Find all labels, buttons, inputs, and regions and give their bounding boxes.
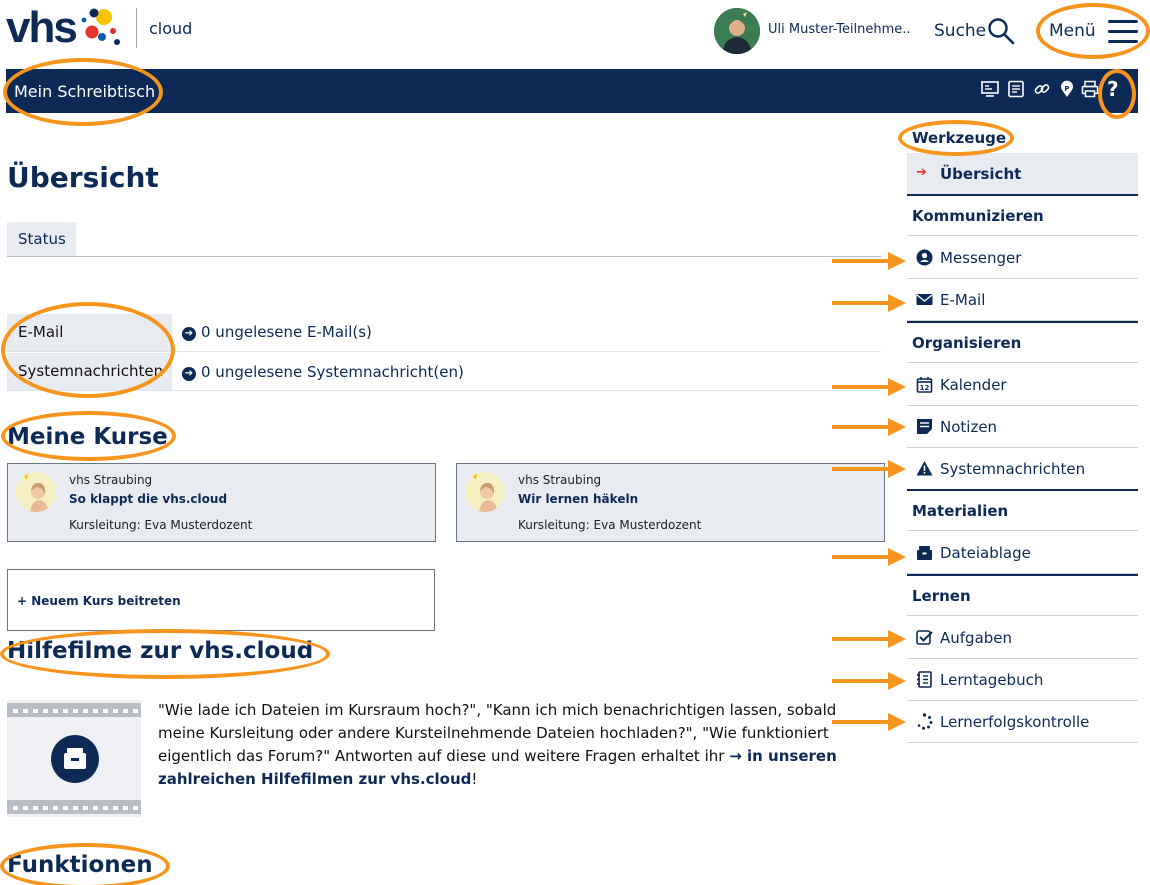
link-icon[interactable] [1033, 80, 1051, 98]
sidebar-item-systemnachrichten[interactable] [907, 448, 1138, 490]
cloud-label: cloud [149, 19, 193, 38]
annotation-ring [1, 411, 176, 461]
arrow-right-icon: ➔ [916, 165, 927, 180]
nav-title-mein-schreibtisch[interactable]: Mein Schreibtisch [14, 82, 156, 101]
journal-icon [916, 671, 933, 688]
course-org: vhs Straubing [518, 473, 602, 487]
status-label-systemnachrichten: Systemnachrichten [7, 353, 172, 390]
film-strip [7, 800, 141, 814]
svg-text:P: P [1064, 85, 1070, 93]
sidebar-item-label: Notizen [940, 418, 998, 436]
annotation-ring [0, 629, 330, 679]
sidebar-item-label: E-Mail [940, 291, 986, 309]
status-label-email: E-Mail [7, 314, 172, 351]
status-link-systemnachrichten[interactable] [182, 363, 464, 381]
arrow-circle-icon: ➔ [182, 367, 196, 381]
file-cabinet-icon [51, 735, 99, 783]
courses-heading: Meine Kurse [7, 424, 168, 450]
course-lead: Kursleitung: Eva Musterdozent [69, 518, 253, 532]
tools-title: Werkzeuge [912, 129, 1007, 147]
annotation-ring [898, 120, 1014, 156]
file-cabinet-icon [916, 544, 933, 561]
sidebar-section-materialien: Materialien [907, 489, 1138, 531]
help-text-end: ! [471, 770, 478, 788]
help-film-thumbnail[interactable] [7, 700, 141, 817]
course-title-link[interactable]: So klappt die vhs.cloud [69, 492, 228, 506]
annotation-ring [1098, 69, 1136, 119]
sidebar-section-organisieren: Organisieren [907, 321, 1138, 363]
course-person-icon [16, 472, 56, 512]
sidebar-item-label: Kalender [940, 376, 1007, 394]
sidebar-item-email[interactable] [907, 279, 1138, 321]
logo-text: vhs [6, 3, 76, 52]
sidebar-item-notes[interactable] [907, 406, 1138, 448]
tab-divider [7, 256, 881, 257]
help-films-text [158, 699, 886, 791]
tab-status[interactable]: Status [7, 222, 76, 256]
course-title-link[interactable]: Wir lernen häkeln [518, 492, 639, 506]
annotation-arrow [832, 711, 907, 733]
progress-circle-icon [916, 713, 933, 730]
sidebar-item-label: Messenger [940, 249, 1022, 267]
top-navigation-bar [6, 69, 1138, 113]
user-name[interactable]: Uli Muster-Teilnehme.. [768, 22, 911, 37]
sidebar-item-label: Systemnachrichten [940, 460, 1086, 478]
search-label[interactable]: Suche [934, 21, 987, 41]
annotation-arrow [832, 376, 907, 398]
messenger-icon [916, 249, 933, 266]
sidebar-item-overview[interactable] [907, 153, 1138, 195]
help-films-link[interactable]: → in unseren zahlreichen Hilfefilmen zur vhs.cloud [158, 747, 837, 788]
page-title: Übersicht [7, 161, 159, 194]
annotation-ring [1, 302, 175, 398]
course-avatar [16, 472, 56, 512]
status-value-email[interactable]: 0 ungelesene E-Mail(s) [201, 323, 372, 341]
sidebar-item-messenger[interactable] [907, 237, 1138, 279]
annotation-arrow [832, 546, 907, 568]
notes-icon [916, 418, 933, 435]
course-card[interactable] [7, 463, 436, 542]
svg-text:12: 12 [919, 384, 930, 392]
annotation-arrow [832, 458, 907, 480]
sidebar-section-lernen: Lernen [907, 574, 1138, 616]
sidebar-item-label: Übersicht [940, 165, 1022, 183]
help-films-heading: Hilfefilme zur vhs.cloud [7, 638, 314, 664]
note-icon[interactable] [1007, 80, 1025, 98]
menu-label[interactable]: Menü [1049, 21, 1096, 41]
sidebar-item-label: Lernerfolgskontrolle [940, 713, 1090, 731]
annotation-ring [3, 58, 163, 126]
search-icon[interactable] [987, 17, 1015, 49]
sidebar-section-kommunizieren: Kommunizieren [907, 194, 1138, 236]
presentation-icon[interactable] [981, 80, 999, 98]
annotation-arrow [832, 670, 907, 692]
course-card[interactable] [456, 463, 885, 542]
sidebar-item-label: Lerntagebuch [940, 671, 1044, 689]
sidebar-item-calendar[interactable] [907, 364, 1138, 406]
course-lead: Kursleitung: Eva Musterdozent [518, 518, 702, 532]
sidebar-item-lernerfolgskontrolle[interactable] [907, 701, 1138, 743]
status-link-email[interactable] [182, 323, 372, 341]
annotation-arrow [832, 416, 907, 438]
avatar-person-icon [714, 8, 760, 54]
sidebar-item-dateiablage[interactable] [907, 532, 1138, 574]
status-value-systemnachrichten[interactable]: 0 ungelesene Systemnachricht(en) [201, 363, 464, 381]
sidebar-item-label: Dateiablage [940, 544, 1031, 562]
location-pin-icon[interactable] [1058, 80, 1076, 98]
join-course-link[interactable]: + Neuem Kurs beitreten [17, 594, 181, 608]
annotation-arrow [832, 250, 907, 272]
annotation-ring [0, 843, 170, 885]
envelope-icon [916, 291, 933, 308]
help-text: "Wie lade ich Dateien im Kursraum hoch?", "Kann ich mich benachrichtigen lassen, sobald meine Kursleitung oder andere Kursteilnehmende Dateien hochladen?", "Wie funktioniert eigentlich das Forum?" Antworten auf diese und weitere Fragen erhaltet ihr [158, 701, 837, 765]
warning-triangle-icon [916, 460, 933, 477]
arrow-circle-icon: ➔ [182, 327, 196, 341]
user-avatar[interactable] [714, 8, 760, 54]
annotation-arrow [832, 628, 907, 650]
sidebar-item-lerntagebuch[interactable] [907, 659, 1138, 701]
logo-separator [136, 8, 137, 48]
course-person-icon [465, 472, 505, 512]
annotation-ring [1036, 3, 1150, 59]
annotation-arrow [832, 292, 907, 314]
course-org: vhs Straubing [69, 473, 153, 487]
status-row-divider [7, 390, 881, 391]
calendar-icon [916, 376, 933, 393]
sidebar-item-aufgaben[interactable] [907, 617, 1138, 659]
sidebar-item-label: Aufgaben [940, 629, 1013, 647]
course-avatar [465, 472, 505, 512]
help-question-icon[interactable]: ? [1107, 77, 1119, 101]
film-strip [7, 703, 141, 717]
checkbox-icon [916, 629, 933, 646]
print-icon[interactable] [1081, 80, 1099, 98]
functions-heading: Funktionen [7, 852, 153, 878]
